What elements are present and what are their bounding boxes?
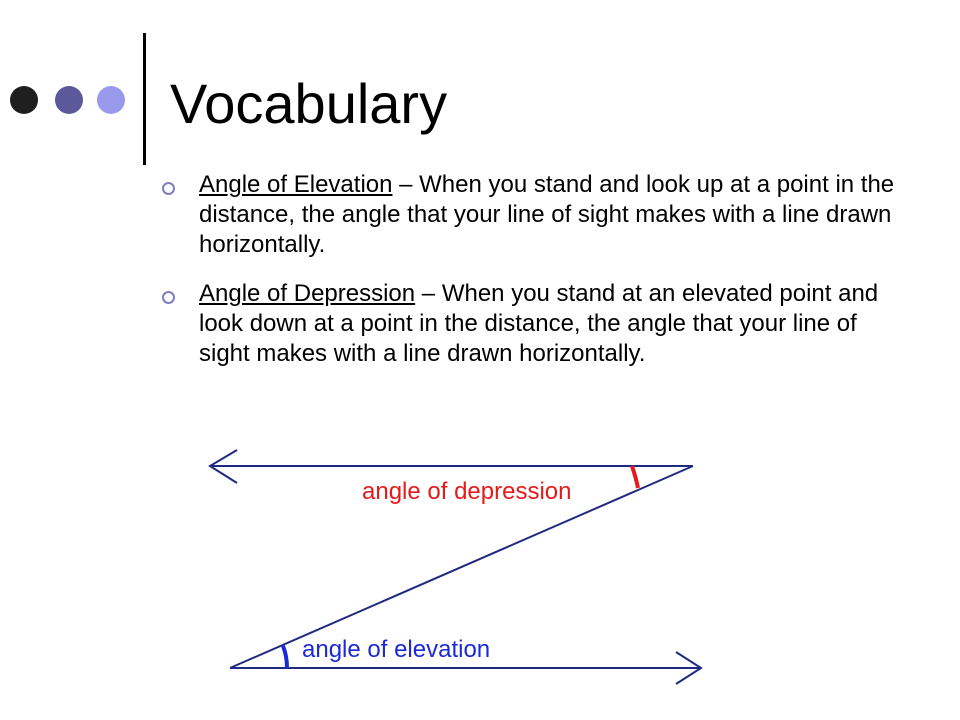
definition-body: When you stand and look up at a point in the distance, the angle that your line of sight makes with a line drawn horizontally. [199, 171, 895, 258]
elevation-angle-arc [283, 646, 287, 668]
definition-separator: – [392, 171, 420, 198]
definition-term: Angle of Depression [199, 280, 416, 307]
elevation-label: angle of elevation [302, 636, 491, 663]
definition-term: Angle of Elevation [199, 171, 393, 198]
slide-title: Vocabulary [170, 72, 448, 135]
definition-separator: – [415, 280, 442, 307]
depression-label: angle of depression [362, 478, 572, 505]
definition-body: When you stand at an elevated point and look down at a point in the distance, the angle that your line of sight makes with a line drawn horizontally. [199, 280, 879, 367]
depression-angle-arc [632, 466, 638, 488]
